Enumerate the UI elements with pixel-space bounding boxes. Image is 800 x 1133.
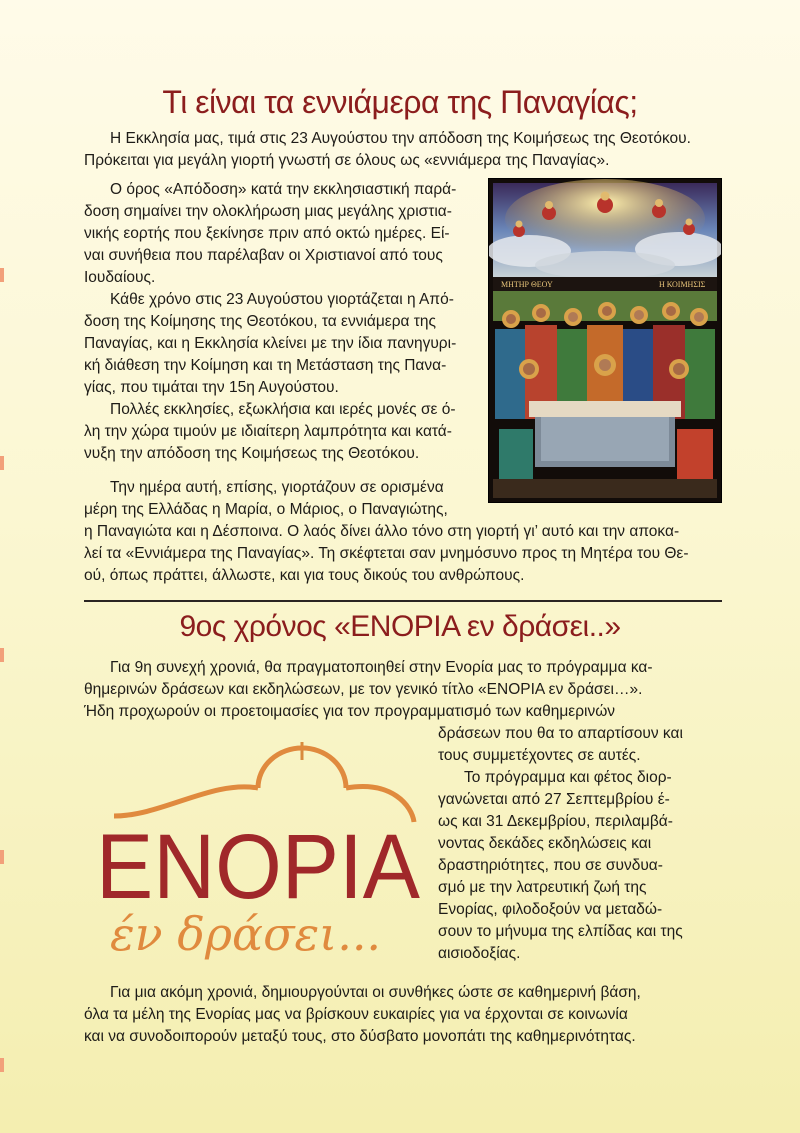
text-line: αισιοδοξίας. xyxy=(438,945,521,962)
paragraph-kathe-xrono xyxy=(84,289,476,399)
text-line: Πρόκειται για μεγάλη γιορτή γνωστή σε όλους ως «εννιάμερα της Παναγίας». xyxy=(84,152,610,169)
text-line: Το πρόγραμμα και φέτος διορ- xyxy=(464,769,672,786)
section-title-enoria: 9ος χρόνος «ΕΝΟΡΙΑ εν δράσει..» xyxy=(179,610,621,643)
text-line: σουν το μήνυμα της ελπίδας και της xyxy=(438,923,683,940)
text-line: θημερινών δράσεων και εκδηλώσεων, με τον γενικό τίτλο «ΕΝΟΡΙΑ εν δράσει…». xyxy=(84,681,643,698)
text-line: δράσεων που θα το απαρτίσουν και xyxy=(438,725,683,742)
paragraph-mia-akomi xyxy=(84,982,722,1048)
text-line: νυξη την απόδοση της Κοιμήσεως της Θεοτόκου. xyxy=(84,445,420,462)
text-line: λεί τα «Εννιάμερα της Παναγίας». Τη σκέφτεται σαν μνημόσυνο προς τη Μητέρα του Θε- xyxy=(84,545,689,562)
edge-tab xyxy=(0,850,4,864)
section-divider xyxy=(84,600,722,602)
text-line: γανώνεται από 27 Σεπτεμβρίου έ- xyxy=(438,791,670,808)
text-line: Ήδη προχωρούν οι προετοιμασίες για τον προγραμματισμό των καθημερινών xyxy=(84,703,616,720)
icon-label-left: ΜΗΤΗΡ ΘΕΟΥ xyxy=(501,280,553,289)
text-line: δοση σημαίνει την ολοκλήρωση μιας μεγάλης χριστια- xyxy=(84,203,452,220)
text-line: δραστηριότητες, που σε συνδυα- xyxy=(438,857,663,874)
dormition-icon-image xyxy=(488,178,722,503)
text-line: Παναγίας, και η Εκκλησία κλείνει με την ίδια πανηγυρι- xyxy=(84,335,457,352)
text-line: Κάθε χρόνο στις 23 Αυγούστου γιορτάζεται η Από- xyxy=(110,291,454,308)
edge-tab xyxy=(0,648,4,662)
enoria-logo xyxy=(92,740,422,960)
text-line: Για 9η συνεχή χρονιά, θα πραγματοποιηθεί στην Ενορία μας το πρόγραμμα κα- xyxy=(110,659,653,676)
edge-tab xyxy=(0,1058,4,1072)
text-line: Πολλές εκκλησίες, εξωκλήσια και ιερές μονές σε ό- xyxy=(110,401,456,418)
text-line: Ενορίας, φιλοδοξούν να μεταδώ- xyxy=(438,901,663,918)
text-line: δοση της Κοίμησης της Θεοτόκου, τα εννιάμερα της xyxy=(84,313,437,330)
text-line: ού, όπως πράττει, άλλωστε, και για τους δικούς του ανθρώπους. xyxy=(84,567,525,584)
text-line: σμό με την λατρευτική ζωή της xyxy=(438,879,647,896)
text-line: ναι συνήθεια που παρέλαβαν οι Χριστιανοί από τους xyxy=(84,247,443,264)
edge-tab xyxy=(0,456,4,470)
logo-sub-text: έν δράσει... xyxy=(110,907,382,960)
text-line: Την ημέρα αυτή, επίσης, γιορτάζουν σε ορισμένα xyxy=(110,479,444,496)
text-line: και να συνοδοιπορούν μεταξύ τους, στο δύσβατο μονοπάτι της καθημερινότητας. xyxy=(84,1028,636,1045)
paragraph-ekklisies xyxy=(84,399,476,465)
icon-label-right: Η ΚΟΙΜΗΣΙΣ xyxy=(659,280,706,289)
paragraph-apodosi xyxy=(84,179,476,289)
text-line: Ιουδαίους. xyxy=(84,269,156,286)
text-line: νοντας δεκάδες εκδηλώσεις και xyxy=(438,835,652,852)
enoria-logo-artwork xyxy=(92,740,422,960)
text-line: νικής εορτής που ξεκίνησε πριν από οκτώ ημέρες. Εί- xyxy=(84,225,450,242)
text-line: γίας, που τιμάται την 15η Αυγούστου. xyxy=(84,379,339,396)
text-line: ως και 31 Δεκεμβρίου, περιλαμβά- xyxy=(438,813,673,830)
edge-tab xyxy=(0,268,4,282)
text-line: όλα τα μέλη της Ενορίας μας να βρίσκουν ευκαιρίες για να έρχονται σε κοινωνία xyxy=(84,1006,628,1023)
dormition-icon-artwork xyxy=(489,179,721,502)
text-line: λη την χώρα τιμούν με ιδιαίτερη λαμπρότητα και κατά- xyxy=(84,423,452,440)
text-line: Για μια ακόμη χρονιά, δημιουργούνται οι συνθήκες ώστε σε καθημερινή βάση, xyxy=(110,984,641,1001)
text-line: κή διάθεση την Κοίμηση και τη Μετάσταση της Πανα- xyxy=(84,357,447,374)
text-line: Ο όρος «Απόδοση» κατά την εκκλησιαστική παρά- xyxy=(110,181,457,198)
paragraph-intro xyxy=(84,128,722,172)
text-line: τους συμμετέχοντες σε αυτές. xyxy=(438,747,641,764)
text-line: η Παναγιώτα και η Δέσποινα. Ο λαός δίνει άλλο τόνο στη γιορτή γι’ αυτό και την αποκα- xyxy=(84,523,680,540)
logo-main-text: ΕΝΟΡΙΑ xyxy=(96,816,421,918)
text-line: μέρη της Ελλάδας η Μαρία, ο Μάριος, ο Παναγιώτης, xyxy=(84,501,448,518)
text-line: Η Εκκλησία μας, τιμά στις 23 Αυγούστου την απόδοση της Κοιμήσεως της Θεοτόκου. xyxy=(110,130,691,147)
section-title-enniamera: Τι είναι τα εννιάμερα της Παναγίας; xyxy=(162,84,638,120)
paragraph-programma xyxy=(438,767,722,965)
